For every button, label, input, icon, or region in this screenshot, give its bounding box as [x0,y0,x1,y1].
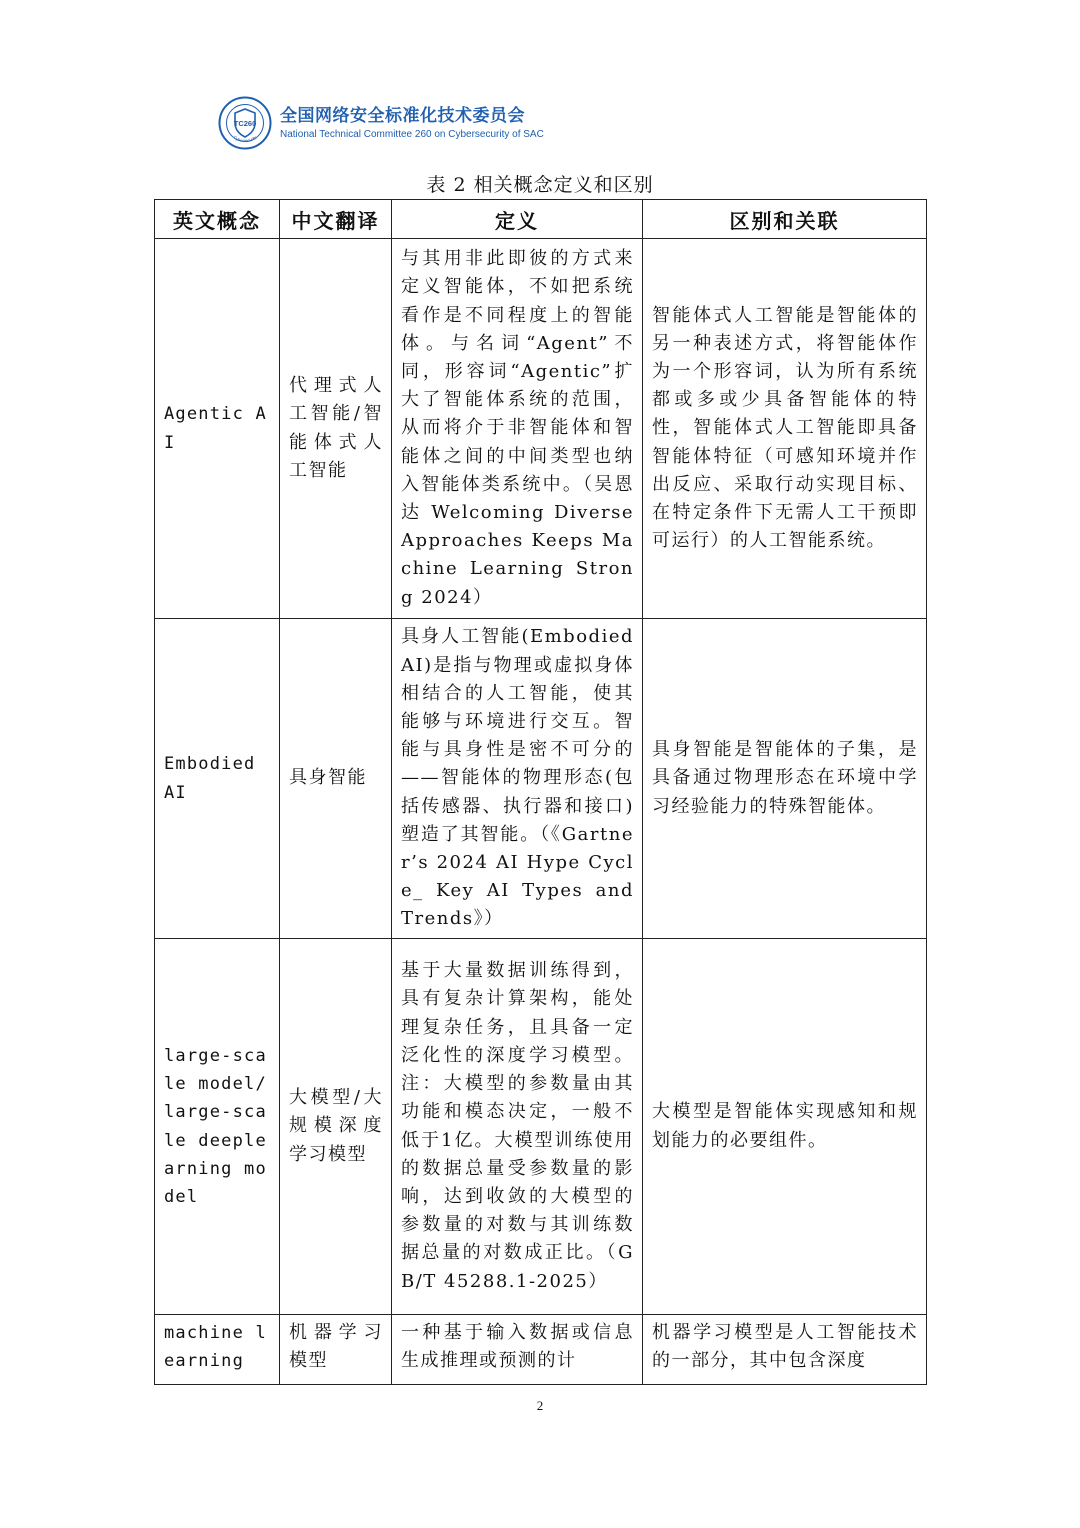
row-definition: 具身人工智能(Embodied AI)是指与物理或虚拟身体相结合的人工智能，使其能够与环境进行交互。智能与具身性是密不可分的——智能体的物理形态(包括传感器、执行器和接口)塑造了其智能。（《Gartner’s 2024 AI Hype Cycle_ Key AI Types and Trends》） [401,626,634,930]
row-cn-term: 代理式人工智能/智能体式人工智能 [289,375,383,481]
page-header [218,96,544,150]
header-english-concept: 英文概念 [155,200,280,239]
header-relation: 区别和关联 [643,200,927,239]
row-cn-term: 具身智能 [289,767,367,789]
svg-text:TC260: TC260 [233,119,257,128]
header-chinese-translation: 中文翻译 [280,200,392,239]
org-name-en: National Technical Committee 260 on Cybersecurity of SAC [280,128,544,140]
table-caption: 表 2 相关概念定义和区别 [426,174,654,196]
row-en-term: Agentic AI [164,404,267,453]
tc260-logo-icon [218,96,272,150]
table-row [155,239,927,619]
row-definition: 一种基于输入数据或信息生成推理或预测的计 [401,1322,634,1372]
row-en-term: large-scale model/large-scale deeplearning model [164,1045,267,1207]
row-en-term: machine learning [164,1323,267,1372]
header-definition: 定义 [392,200,643,239]
table-row [155,619,927,939]
table-row [155,939,927,1315]
row-cn-term: 机器学习模型 [289,1322,383,1372]
row-cn-term: 大模型/大规模深度学习模型 [289,1087,383,1165]
table-header-row [155,200,927,239]
svg-text:Cybersecurity: Cybersecurity [232,134,258,144]
page-number: 2 [536,1398,544,1413]
row-definition: 与其用非此即彼的方式来定义智能体，不如把系统看作是不同程度上的智能体。与名词“Agent”不同，形容词“Agentic”扩大了智能体系统的范围，从而将介于非智能体和智能体之间的中间类型也纳入智能体类系统中。（吴恩达 Welcoming Diverse Approaches Keeps Machine Learning Strong 2024） [401,248,634,608]
row-relation: 机器学习模型是人工智能技术的一部分，其中包含深度 [652,1322,918,1372]
row-relation: 具身智能是智能体的子集，是具备通过物理形态在环境中学习经验能力的特殊智能体。 [652,739,918,817]
concepts-table [154,199,927,1385]
table-row [155,1315,927,1385]
row-definition: 基于大量数据训练得到，具有复杂计算架构，能处理复杂任务，且具备一定泛化性的深度学习模型。注：大模型的参数量由其功能和模态决定，一般不低于1亿。大模型训练使用的数据总量受参数量的影响，达到收敛的大模型的参数量的对数与其训练数据总量的对数成正比。（GB/T 45288.1-2025） [401,960,634,1292]
row-relation: 大模型是智能体实现感知和规划能力的必要组件。 [652,1101,918,1151]
row-relation: 智能体式人工智能是智能体的另一种表述方式，将智能体作为一个形容词，认为所有系统都或多或少具备智能体的特性，智能体式人工智能即具备智能体特征（可感知环境并作出反应、采取行动实现目标、在特定条件下无需人工干预即可运行）的人工智能系统。 [652,304,918,552]
org-name-cn: 全国网络安全标准化技术委员会 [280,105,525,126]
row-en-term: Embodied AI [164,754,256,803]
